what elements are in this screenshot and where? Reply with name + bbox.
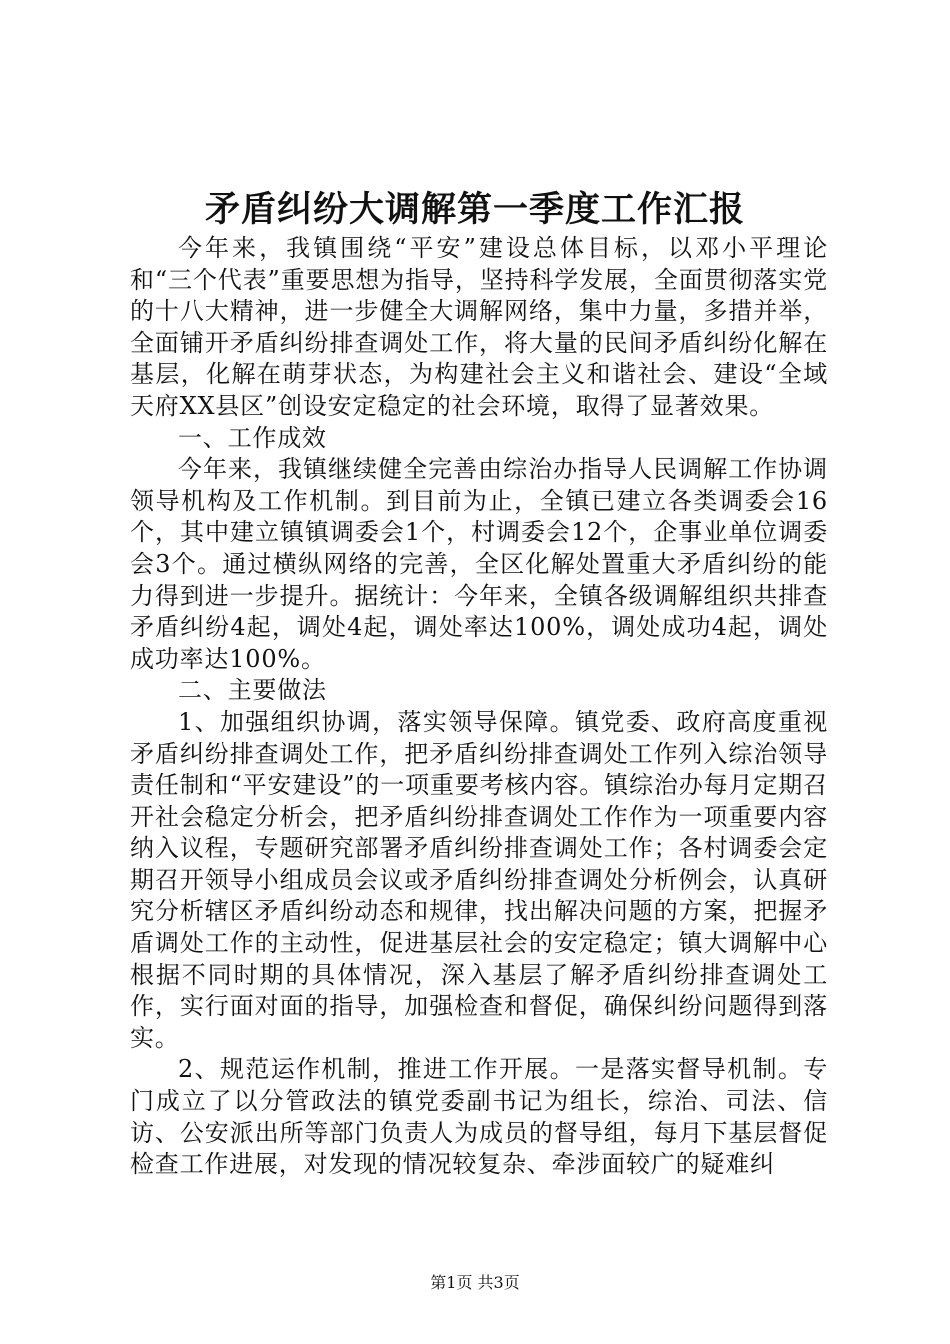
paragraph-method-1: 1、加强组织协调，落实领导保障。镇党委、政府高度重视矛盾纠纷排查调处工作，把矛盾纠纷排查调处工作列入综治领导责任制和“平安建设”的一项重要考核内容。镇综治办每月定期召开社会稳定分析会，把矛盾纠纷排查调处工作作为一项重要内容纳入议程，专题研究部署矛盾纠纷排查调处工作；各村调委会定期召开领导小组成员会议或矛盾纠纷排查调处分析例会，认真研究分析辖区矛盾纠纷动态和规律，找出解决问题的方案，把握矛盾调处工作的主动性，促进基层社会的安定稳定；镇大调解中心根据不同时期的具体情况，深入基层了解矛盾纠纷排查调处工作，实行面对面的指导，加强检查和督促，确保纠纷问题得到落实。 [130,707,828,1052]
section-heading-methods: 二、主要做法 [178,676,327,705]
document-body [130,233,828,1181]
page-number-footer: 第1页 共3页 [430,1273,520,1292]
paragraph-results: 今年来，我镇继续健全完善由综治办指导人民调解工作协调领导机构及工作机制。到目前为止，全镇已建立各类调委会16个，其中建立镇镇调委会1个，村调委会12个，企事业单位调委会3个。通过横纵网络的完善，全区化解处置重大矛盾纠纷的能力得到进一步提升。据统计：今年来，全镇各级调解组织共排查矛盾纠纷4起，调处4起，调处率达100%，调处成功4起，调处成功率达100%。 [130,455,828,673]
document-title: 矛盾纠纷大调解第一季度工作汇报 [204,189,745,230]
paragraph-method-2: 2、规范运作机制，推进工作开展。一是落实督导机制。专门成立了以分管政法的镇党委副书记为组长，综治、司法、信访、公安派出所等部门负责人为成员的督导组，每月下基层督促检查工作进展，对发现的情况较复杂、牵涉面较广的疑难纠 [130,1055,828,1179]
paragraph-intro: 今年来，我镇围绕“平安”建设总体目标，以邓小平理论和“三个代表”重要思想为指导，坚持科学发展，全面贯彻落实党的十八大精神，进一步健全大调解网络，集中力量，多措并举，全面铺开矛盾纠纷排查调处工作，将大量的民间矛盾纠纷化解在基层，化解在萌芽状态，为构建社会主义和谐社会、建设“全域天府XX县区”创设安定稳定的社会环境，取得了显著效果。 [130,234,828,420]
section-heading-results: 一、工作成效 [178,423,327,452]
